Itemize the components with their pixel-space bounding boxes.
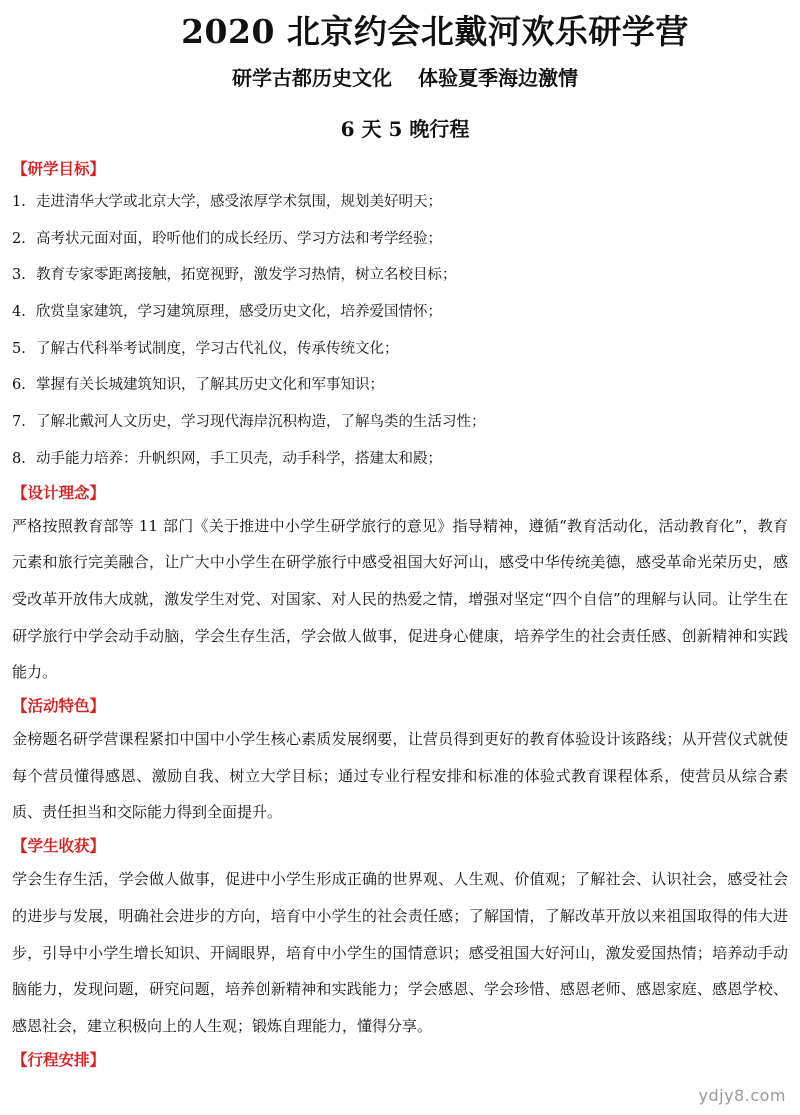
list-item: 1. 走进清华大学或北京大学，感受浓厚学术氛围，规划美好明天；: [12, 194, 442, 210]
features-paragraph: 金榜题名研学营课程紧扣中国中小学生核心素质发展纲要，让营员得到更好的教育体验设计该路线；从开营仪式就使每个营员懂得感恩、激励自我、树立大学目标；通过专业行程安排和标准的体验式教育课程体系，使营员从综合素质、责任担当和交际能力得到全面提升。: [12, 730, 788, 822]
section-heading-features: 【活动特色】: [12, 696, 106, 716]
subtitle-left: 研学古都历史文化: [232, 66, 392, 90]
document-subtitle: [0, 62, 800, 91]
subtitle-right: 体验夏季海边激情: [418, 66, 578, 90]
document-title: 2020 北京约会北戴河欢乐研学营: [181, 12, 689, 51]
gains-paragraph: 学会生存生活，学会做人做事，促进中小学生形成正确的世界观、人生观、价值观；了解社会、认识社会，感受社会的进步与发展，明确社会进步的方向，培育中小学生的社会责任感；了解国情，了解改革开放以来祖国取得的伟大进步，引导中小学生增长知识、开阔眼界，培育中小学生的国情意识；感受祖国大好河山，激发爱国热情；培养动手动脑能力，发现问题，研究问题，培养创新精神和实践能力；学会感恩、学会珍惜、感恩老师、感恩家庭、感恩学校、感恩社会，建立积极向上的人生观；锻炼自理能力，懂得分享。: [12, 870, 788, 1035]
list-item: 7. 了解北戴河人文历史，学习现代海岸沉积构造，了解鸟类的生活习性；: [12, 414, 486, 431]
section-heading-schedule: 【行程安排】: [12, 1049, 106, 1069]
section-heading-concept: 【设计理念】: [12, 482, 106, 502]
concept-paragraph: 严格按照教育部等 11 部门《关于推进中小学生研学旅行的意见》指导精神，遵循“教育活动化，活动教育化”，教育元素和旅行完美融合，让广大中小学生在研学旅行中感受祖国大好河山，感受中华传统美德，感受革命光荣历史，感受改革开放伟大成就，激发学生对党、对国家、对人民的热爱之情，增强对坚定“四个自信”的理解与认同。让学生在研学旅行中学会动手动脑，学会生存生活，学会做人做事，促进身心健康，培养学生的社会责任感、创新精神和实践能力。: [12, 516, 788, 682]
goals-list: [12, 184, 788, 478]
section-heading-gains: 【学生收获】: [12, 836, 106, 856]
itinerary-duration: 6 天 5 晚行程: [340, 117, 470, 141]
list-item: 3. 教育专家零距离接触，拓宽视野，激发学习热情，树立名校目标；: [12, 267, 457, 284]
site-watermark: ydjy8.com: [698, 1086, 786, 1105]
list-item: 4. 欣赏皇家建筑，学习建筑原理，感受历史文化，培养爱国情怀；: [12, 304, 442, 321]
list-item: 8. 动手能力培养：升帆织网，手工贝壳，动手科学，搭建太和殿；: [12, 450, 442, 467]
section-heading-goals: 【研学目标】: [12, 159, 106, 178]
list-item: 2. 高考状元面对面，聆听他们的成长经历、学习方法和考学经验；: [12, 230, 442, 247]
document-body: [12, 154, 788, 1075]
list-item: 5. 了解古代科举考试制度，学习古代礼仪，传承传统文化；: [12, 340, 399, 357]
list-item: 6. 掌握有关长城建筑知识，了解其历史文化和军事知识；: [12, 377, 384, 394]
